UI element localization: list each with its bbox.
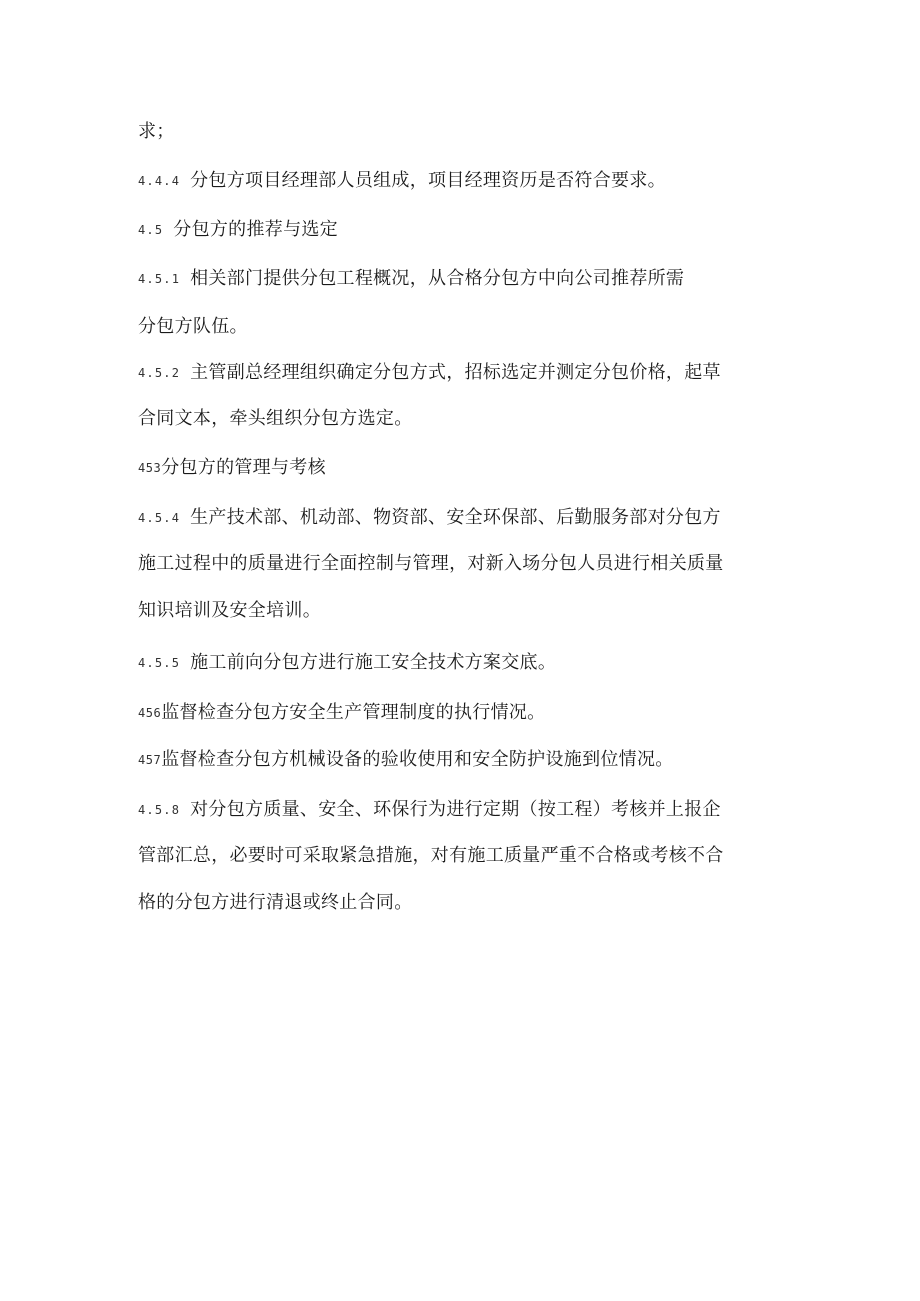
clause-text: 分包方项目经理部人员组成，项目经理资历是否符合要求。 bbox=[190, 170, 666, 191]
clause-text: 对分包方质量、安全、环保行为进行定期（按工程）考核并上报企 bbox=[190, 799, 721, 820]
text-line bbox=[138, 119, 175, 145]
clause-4-5-7 bbox=[138, 747, 674, 773]
clause-4-4-4 bbox=[138, 168, 666, 194]
clause-text: 分包方的管理与考核 bbox=[161, 457, 326, 478]
clause-number: 457 bbox=[138, 753, 162, 767]
clause-text: 分包方的推荐与选定 bbox=[173, 219, 338, 240]
clause-number: 453 bbox=[138, 461, 162, 475]
clause-text: 施工前向分包方进行施工安全技术方案交底。 bbox=[190, 652, 557, 673]
clause-text: 监督检查分包方安全生产管理制度的执行情况。 bbox=[161, 702, 546, 723]
clause-4-5-1 bbox=[138, 266, 684, 292]
text-line bbox=[138, 406, 413, 432]
clause-4-5-5 bbox=[138, 650, 556, 676]
clause-text: 主管副总经理组织确定分包方式，招标选定并测定分包价格，起草 bbox=[190, 362, 721, 383]
text-line bbox=[138, 598, 321, 624]
line-text: 分包方队伍。 bbox=[138, 316, 248, 337]
clause-number: 4.5 bbox=[138, 223, 164, 237]
line-text: 格的分包方进行清退或终止合同。 bbox=[138, 892, 413, 913]
clause-4-5-3 bbox=[138, 455, 326, 481]
clause-number: 4.5.2 bbox=[138, 366, 181, 380]
text-line bbox=[138, 890, 413, 916]
clause-4-5-4 bbox=[138, 505, 721, 531]
clause-number: 456 bbox=[138, 706, 162, 720]
clause-number: 4.5.4 bbox=[138, 511, 181, 525]
clause-number: 4.5.1 bbox=[138, 272, 181, 286]
line-text: 施工过程中的质量进行全面控制与管理，对新入场分包人员进行相关质量 bbox=[138, 553, 724, 574]
text-line bbox=[138, 314, 248, 340]
clause-text: 生产技术部、机动部、物资部、安全环保部、后勤服务部对分包方 bbox=[190, 507, 721, 528]
text-line bbox=[138, 843, 724, 869]
clause-4-5-heading bbox=[138, 217, 338, 243]
line-text: 合同文本，牵头组织分包方选定。 bbox=[138, 408, 413, 429]
text-line bbox=[138, 551, 724, 577]
line-text: 知识培训及安全培训。 bbox=[138, 600, 321, 621]
clause-4-5-6 bbox=[138, 700, 546, 726]
clause-4-5-8 bbox=[138, 797, 721, 823]
line-text: 管部汇总，必要时可采取紧急措施，对有施工质量严重不合格或考核不合 bbox=[138, 845, 724, 866]
clause-text: 监督检查分包方机械设备的验收使用和安全防护设施到位情况。 bbox=[161, 749, 674, 770]
clause-4-5-2 bbox=[138, 360, 721, 386]
clause-number: 4.5.8 bbox=[138, 803, 181, 817]
line-text: 求； bbox=[138, 121, 175, 142]
clause-number: 4.4.4 bbox=[138, 174, 181, 188]
clause-number: 4.5.5 bbox=[138, 656, 181, 670]
clause-text: 相关部门提供分包工程概况，从合格分包方中向公司推荐所需 bbox=[190, 268, 685, 289]
